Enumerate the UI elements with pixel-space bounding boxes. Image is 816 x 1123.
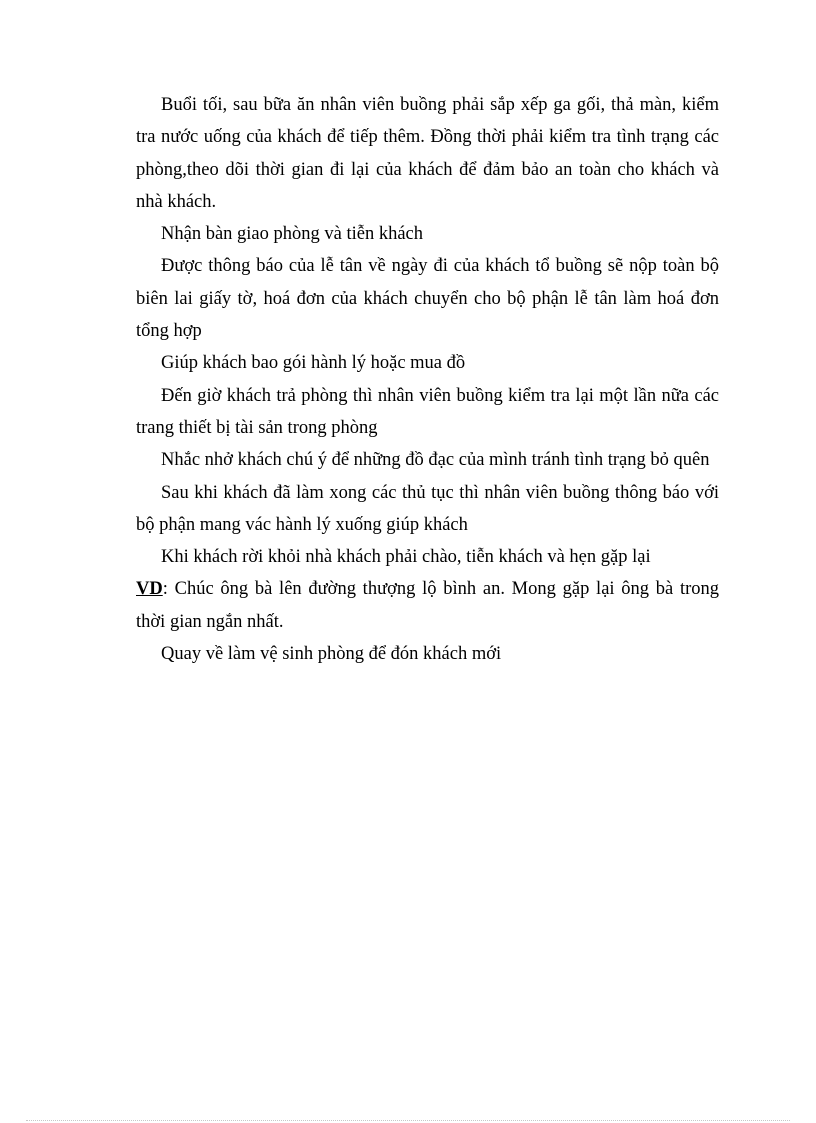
paragraph-evening-duties: Buổi tối, sau bữa ăn nhân viên buồng phải sắp xếp ga gối, thả màn, kiểm tra nước uống của khách để tiếp thêm. Đồng thời phải kiểm tra tình trạng các phòng,theo dõi thời gian đi lại của khách để đảm bảo an toàn cho khách và nhà khách. [136, 95, 719, 212]
example-text: : Chúc ông bà lên đường thượng lộ bình an. Mong gặp lại ông bà trong thời gian ngắn nhất. [136, 579, 719, 632]
paragraph-farewell: Khi khách rời khỏi nhà khách phải chào, tiễn khách và hẹn gặp lại [161, 547, 651, 568]
paragraph-reminder: Nhắc nhở khách chú ý để những đồ đạc của mình tránh tình trạng bỏ quên [161, 450, 710, 471]
document-body [136, 89, 719, 670]
page-bottom-rule [26, 1120, 790, 1121]
paragraph-luggage-help: Giúp khách bao gói hành lý hoặc mua đồ [161, 353, 466, 374]
paragraph-reception-notice: Được thông báo của lễ tân về ngày đi của khách tổ buồng sẽ nộp toàn bộ biên lai giấy tờ, hoá đơn của khách chuyển cho bộ phận lễ tân làm hoá đơn tổng hợp [136, 256, 719, 342]
paragraph-porter-notice: Sau khi khách đã làm xong các thủ tục thì nhân viên buồng thông báo với bộ phận mang vác hành lý xuống giúp khách [136, 482, 719, 535]
paragraph-example [136, 573, 719, 638]
paragraph-handover-heading: Nhận bàn giao phòng và tiễn khách [161, 224, 424, 245]
example-label: VD [136, 579, 163, 600]
paragraph-room-check: Đến giờ khách trả phòng thì nhân viên buồng kiểm tra lại một lần nữa các trang thiết bị tài sản trong phòng [136, 385, 719, 438]
paragraph-closing: Quay về làm vệ sinh phòng để đón khách mới [161, 644, 502, 665]
